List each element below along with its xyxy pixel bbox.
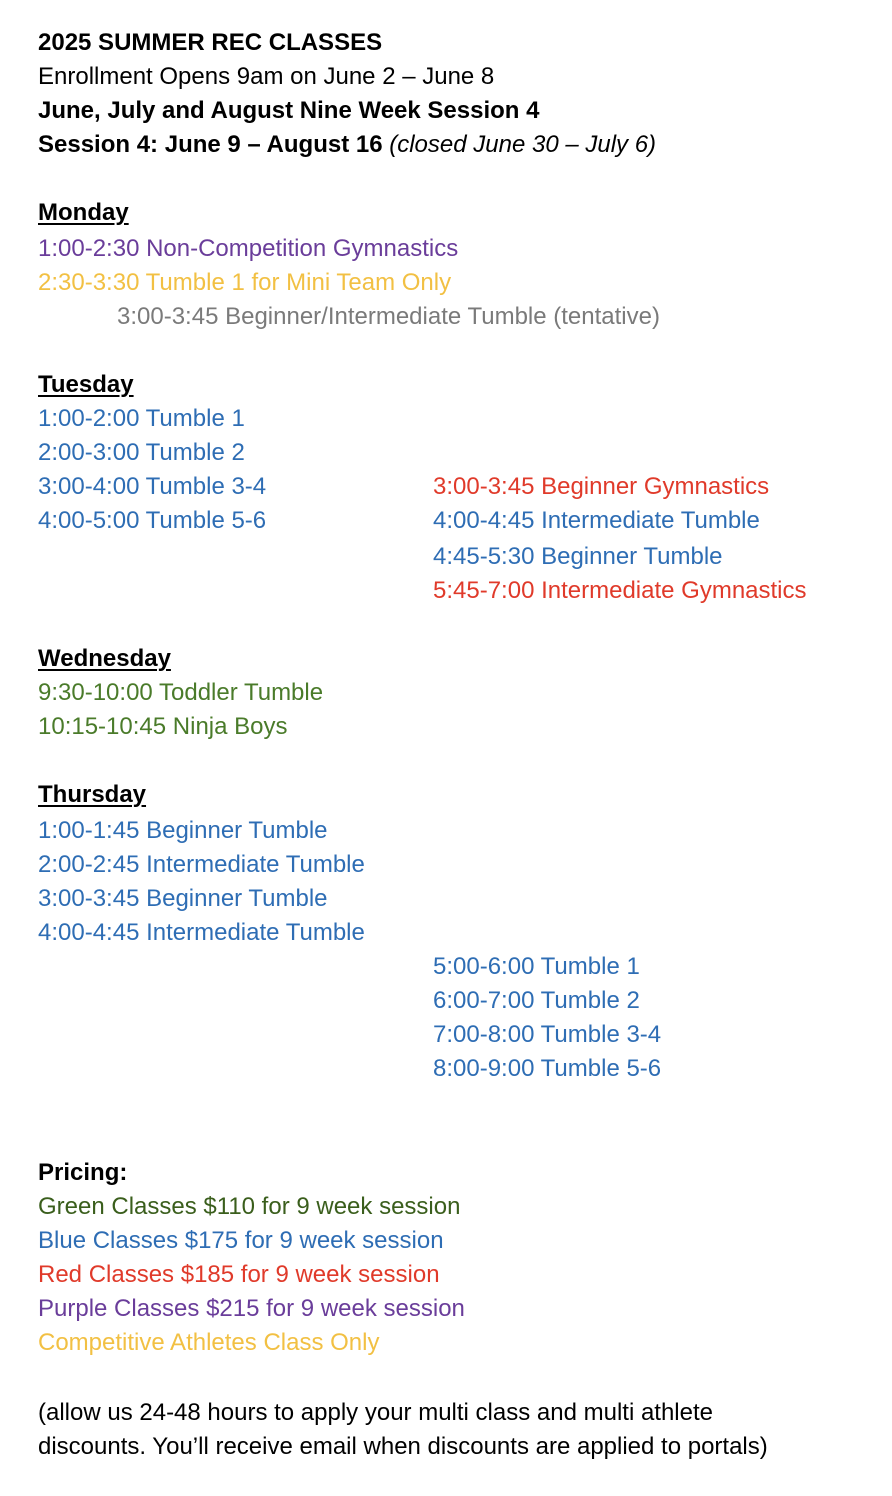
pricing-item: Blue Classes $175 for 9 week session — [38, 1227, 444, 1254]
tuesday-class: 2:00-3:00 Tumble 2 — [38, 439, 245, 466]
thursday-class: 4:00-4:45 Intermediate Tumble — [38, 919, 365, 946]
tuesday-class: 1:00-2:00 Tumble 1 — [38, 405, 245, 432]
tuesday-class: 5:45-7:00 Intermediate Gymnastics — [433, 577, 807, 604]
tuesday-class: 4:00-4:45 Intermediate Tumble — [433, 507, 760, 534]
tuesday-class: 4:45-5:30 Beginner Tumble — [433, 543, 723, 570]
thursday-class: 8:00-9:00 Tumble 5-6 — [433, 1055, 662, 1082]
pricing-item: Competitive Athletes Class Only — [38, 1329, 380, 1356]
thursday-class: 1:00-1:45 Beginner Tumble — [38, 817, 328, 844]
thursday-class: 2:00-2:45 Intermediate Tumble — [38, 851, 365, 878]
enrollment-info: Enrollment Opens 9am on June 2 – June 8 — [38, 63, 495, 90]
thursday-class: 6:00-7:00 Tumble 2 — [433, 987, 640, 1014]
tuesday-class: 3:00-4:00 Tumble 3-4 — [38, 473, 267, 500]
tuesday-class: 3:00-3:45 Beginner Gymnastics — [433, 473, 770, 500]
monday-heading: Monday — [38, 199, 129, 226]
monday-class: 3:00-3:45 Beginner/Intermediate Tumble (tentative) — [117, 303, 660, 330]
wednesday-class: 9:30-10:00 Toddler Tumble — [38, 679, 324, 706]
thursday-class: 5:00-6:00 Tumble 1 — [433, 953, 640, 980]
session-line — [38, 130, 656, 160]
thursday-heading: Thursday — [38, 781, 147, 808]
pricing-heading: Pricing: — [38, 1159, 128, 1186]
wednesday-heading: Wednesday — [38, 645, 171, 672]
pricing-item: Red Classes $185 for 9 week session — [38, 1261, 440, 1288]
tuesday-heading: Tuesday — [38, 371, 134, 398]
thursday-class: 3:00-3:45 Beginner Tumble — [38, 885, 328, 912]
discount-note-line: (allow us 24-48 hours to apply your multi class and multi athlete — [38, 1399, 713, 1426]
thursday-class: 7:00-8:00 Tumble 3-4 — [433, 1021, 662, 1048]
pricing-item: Purple Classes $215 for 9 week session — [38, 1295, 465, 1322]
monday-class: 2:30-3:30 Tumble 1 for Mini Team Only — [38, 269, 452, 296]
session-description: June, July and August Nine Week Session 4 — [38, 97, 540, 124]
wednesday-class: 10:15-10:45 Ninja Boys — [38, 713, 288, 740]
discount-note-line: discounts. You’ll receive email when discounts are applied to portals) — [38, 1433, 768, 1460]
session-dates: Session 4: June 9 – August 16 — [38, 131, 383, 158]
page-title: 2025 SUMMER REC CLASSES — [38, 29, 383, 56]
pricing-item: Green Classes $110 for 9 week session — [38, 1193, 461, 1220]
session-closed-note: (closed June 30 – July 6) — [389, 131, 657, 158]
monday-class: 1:00-2:30 Non-Competition Gymnastics — [38, 235, 459, 262]
tuesday-class: 4:00-5:00 Tumble 5-6 — [38, 507, 267, 534]
